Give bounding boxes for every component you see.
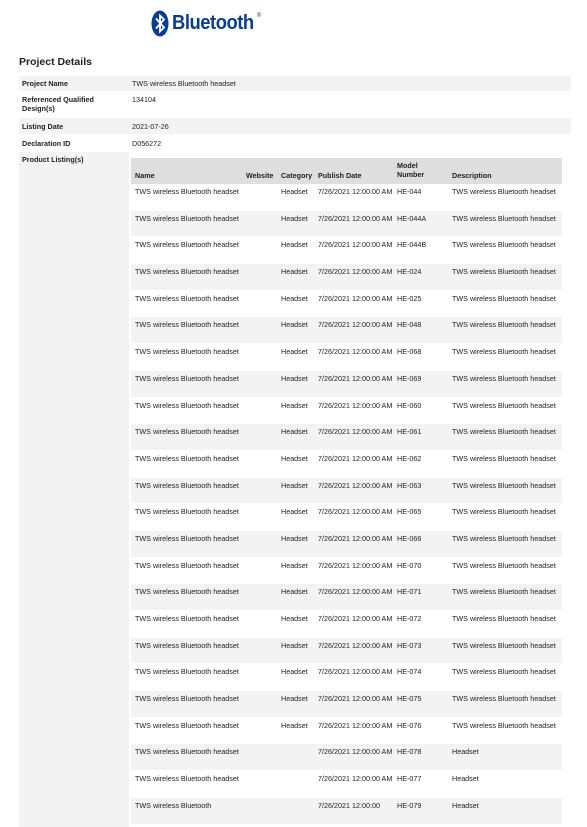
cell-model-number: HE-063 xyxy=(397,480,422,490)
cell-publish-date: 7/26/2021 12:00:00 AM xyxy=(318,720,393,730)
detail-value: TWS wireless Bluetooth headset xyxy=(132,79,236,88)
table-row xyxy=(131,744,562,771)
cell-model-number: HE-077 xyxy=(397,774,422,784)
cell-model-number: HE-069 xyxy=(397,373,422,383)
table-row xyxy=(131,371,562,398)
cell-model-number: HE-060 xyxy=(397,400,422,410)
cell-name: TWS wireless Bluetooth headset xyxy=(135,480,239,490)
cell-name: TWS wireless Bluetooth headset xyxy=(135,774,239,784)
cell-category: Headset xyxy=(281,587,308,597)
cell-publish-date: 7/26/2021 12:00:00 AM xyxy=(318,587,393,597)
cell-description: TWS wireless Bluetooth headset xyxy=(452,293,556,303)
cell-description: TWS wireless Bluetooth headset xyxy=(452,640,556,650)
table-body xyxy=(131,184,562,825)
cell-category: Headset xyxy=(281,213,308,223)
header-publish-date: Publish Date xyxy=(318,171,362,180)
logo-wordmark: Bluetooth xyxy=(172,11,254,34)
detail-value: 2021-07-26 xyxy=(132,122,169,131)
cell-publish-date: 7/26/2021 12:00:00 AM xyxy=(318,640,393,650)
cell-category: Headset xyxy=(281,480,308,490)
cell-model-number: HE-071 xyxy=(397,587,422,597)
cell-publish-date: 7/26/2021 12:00:00 AM xyxy=(318,320,393,330)
cell-description: TWS wireless Bluetooth headset xyxy=(452,240,556,250)
cell-category: Headset xyxy=(281,320,308,330)
cell-category: Headset xyxy=(281,187,308,196)
cell-description: TWS wireless Bluetooth headset xyxy=(452,320,556,330)
cell-category: Headset xyxy=(281,640,308,650)
cell-publish-date: 7/26/2021 12:00:00 AM xyxy=(318,480,393,490)
cell-name: TWS wireless Bluetooth headset xyxy=(135,293,239,303)
product-listings-label: Product Listing(s) xyxy=(22,155,84,164)
cell-publish-date: 7/26/2021 12:00:00 AM xyxy=(318,213,393,223)
cell-publish-date: 7/26/2021 12:00:00 AM xyxy=(318,560,393,570)
table-row xyxy=(131,451,562,478)
cell-name: TWS wireless Bluetooth headset xyxy=(135,240,239,250)
cell-model-number: HE-078 xyxy=(397,747,422,757)
cell-publish-date: 7/26/2021 12:00:00 AM xyxy=(318,187,393,196)
table-row xyxy=(131,184,562,211)
table-row xyxy=(131,771,562,798)
detail-row-listing-date xyxy=(19,118,571,134)
cell-category: Headset xyxy=(281,400,308,410)
cell-model-number: HE-066 xyxy=(397,533,422,543)
table-row xyxy=(131,291,562,318)
table-row xyxy=(131,344,562,371)
cell-description: Headset xyxy=(452,774,479,784)
table-row xyxy=(131,718,562,745)
cell-name: TWS wireless Bluetooth headset xyxy=(135,320,239,330)
cell-publish-date: 7/26/2021 12:00:00 AM xyxy=(318,533,393,543)
cell-model-number: HE-070 xyxy=(397,560,422,570)
cell-name: TWS wireless Bluetooth headset xyxy=(135,560,239,570)
cell-category: Headset xyxy=(281,427,308,437)
cell-name: TWS wireless Bluetooth headset xyxy=(135,587,239,597)
table-row xyxy=(131,531,562,558)
detail-value: D056272 xyxy=(132,139,162,148)
cell-description: TWS wireless Bluetooth headset xyxy=(452,533,556,543)
table-row xyxy=(131,211,562,238)
cell-description: TWS wireless Bluetooth headset xyxy=(452,667,556,677)
cell-description: TWS wireless Bluetooth headset xyxy=(452,453,556,463)
cell-description: Headset xyxy=(452,800,479,810)
cell-category: Headset xyxy=(281,560,308,570)
table-row xyxy=(131,264,562,291)
cell-publish-date: 7/26/2021 12:00:00 AM xyxy=(318,747,393,757)
cell-category: Headset xyxy=(281,614,308,623)
cell-name: TWS wireless Bluetooth headset xyxy=(135,533,239,543)
table-row xyxy=(131,504,562,531)
cell-model-number: HE-073 xyxy=(397,640,422,650)
cell-publish-date: 7/26/2021 12:00:00 AM xyxy=(318,694,393,704)
cell-model-number: HE-024 xyxy=(397,267,422,277)
table-row xyxy=(131,478,562,505)
cell-name: TWS wireless Bluetooth headset xyxy=(135,507,239,517)
detail-label: Referenced Qualified Design(s) xyxy=(22,95,94,113)
cell-category: Headset xyxy=(281,240,308,250)
cell-category: Headset xyxy=(281,507,308,517)
cell-description: TWS wireless Bluetooth headset xyxy=(452,373,556,383)
cell-name: TWS wireless Bluetooth headset xyxy=(135,347,239,357)
cell-name: TWS wireless Bluetooth headset xyxy=(135,667,239,677)
cell-publish-date: 7/26/2021 12:00:00 xyxy=(318,800,380,810)
cell-description: TWS wireless Bluetooth headset xyxy=(452,560,556,570)
cell-model-number: HE-048 xyxy=(397,320,422,330)
cell-name: TWS wireless Bluetooth headset xyxy=(135,640,239,650)
registered-mark: ® xyxy=(256,13,262,19)
cell-name: TWS wireless Bluetooth xyxy=(135,800,212,810)
table-row xyxy=(131,317,562,344)
cell-description: TWS wireless Bluetooth headset xyxy=(452,507,556,517)
header-name: Name xyxy=(135,171,155,180)
table-row xyxy=(131,691,562,718)
table-row xyxy=(131,638,562,665)
cell-publish-date: 7/26/2021 12:00:00 AM xyxy=(318,373,393,383)
cell-description: TWS wireless Bluetooth headset xyxy=(452,694,556,704)
bluetooth-logo xyxy=(151,9,261,37)
cell-name: TWS wireless Bluetooth headset xyxy=(135,453,239,463)
cell-publish-date: 7/26/2021 12:00:00 AM xyxy=(318,240,393,250)
cell-description: TWS wireless Bluetooth headset xyxy=(452,347,556,357)
header-model-number: Model Number xyxy=(397,161,425,179)
cell-model-number: HE-025 xyxy=(397,293,422,303)
cell-category: Headset xyxy=(281,694,308,704)
header-category: Category xyxy=(281,171,313,180)
cell-description: TWS wireless Bluetooth headset xyxy=(452,480,556,490)
table-row xyxy=(131,398,562,425)
detail-row-project-name xyxy=(19,76,571,91)
table-row xyxy=(131,798,562,825)
cell-publish-date: 7/26/2021 12:00:00 AM xyxy=(318,400,393,410)
cell-name: TWS wireless Bluetooth headset xyxy=(135,720,239,730)
cell-publish-date: 7/26/2021 12:00:00 AM xyxy=(318,427,393,437)
cell-publish-date: 7/26/2021 12:00:00 AM xyxy=(318,774,393,784)
cell-model-number: HE-076 xyxy=(397,720,422,730)
cell-name: TWS wireless Bluetooth headset xyxy=(135,187,239,196)
detail-row-declaration-id xyxy=(19,135,571,151)
table-row xyxy=(131,558,562,585)
cell-description: TWS wireless Bluetooth headset xyxy=(452,427,556,437)
detail-row-qualified-design xyxy=(19,92,571,116)
cell-category: Headset xyxy=(281,667,308,677)
cell-category: Headset xyxy=(281,347,308,357)
cell-publish-date: 7/26/2021 12:00:00 AM xyxy=(318,347,393,357)
product-listings-table xyxy=(131,158,562,825)
cell-description: TWS wireless Bluetooth headset xyxy=(452,213,556,223)
cell-publish-date: 7/26/2021 12:00:00 AM xyxy=(318,507,393,517)
cell-publish-date: 7/26/2021 12:00:00 AM xyxy=(318,267,393,277)
cell-model-number: HE-075 xyxy=(397,694,422,704)
detail-label: Project Name xyxy=(22,79,68,88)
cell-publish-date: 7/26/2021 12:00:00 AM xyxy=(318,614,393,623)
cell-publish-date: 7/26/2021 12:00:00 AM xyxy=(318,667,393,677)
cell-name: TWS wireless Bluetooth headset xyxy=(135,427,239,437)
cell-model-number: HE-044B xyxy=(397,240,427,250)
cell-category: Headset xyxy=(281,267,308,277)
cell-category: Headset xyxy=(281,533,308,543)
table-row xyxy=(131,237,562,264)
cell-model-number: HE-068 xyxy=(397,347,422,357)
cell-model-number: HE-062 xyxy=(397,453,422,463)
cell-name: TWS wireless Bluetooth headset xyxy=(135,400,239,410)
table-row xyxy=(131,664,562,691)
cell-name: TWS wireless Bluetooth headset xyxy=(135,373,239,383)
cell-model-number: HE-044 xyxy=(397,187,422,196)
cell-name: TWS wireless Bluetooth headset xyxy=(135,614,239,623)
cell-category: Headset xyxy=(281,453,308,463)
section-title: Project Details xyxy=(19,56,92,68)
cell-publish-date: 7/26/2021 12:00:00 AM xyxy=(318,453,393,463)
table-row xyxy=(131,584,562,611)
cell-name: TWS wireless Bluetooth headset xyxy=(135,747,239,757)
detail-label: Declaration ID xyxy=(22,139,71,148)
cell-model-number: HE-061 xyxy=(397,427,422,437)
cell-description: TWS wireless Bluetooth headset xyxy=(452,720,556,730)
cell-model-number: HE-072 xyxy=(397,614,422,623)
cell-description: TWS wireless Bluetooth headset xyxy=(452,587,556,597)
cell-model-number: HE-044A xyxy=(397,213,427,223)
cell-category: Headset xyxy=(281,720,308,730)
cell-category: Headset xyxy=(281,373,308,383)
table-row xyxy=(131,424,562,451)
cell-name: TWS wireless Bluetooth headset xyxy=(135,694,239,704)
cell-description: TWS wireless Bluetooth headset xyxy=(452,187,556,196)
cell-description: TWS wireless Bluetooth headset xyxy=(452,614,556,623)
cell-description: Headset xyxy=(452,747,479,757)
table-header xyxy=(131,158,562,184)
cell-model-number: HE-079 xyxy=(397,800,422,810)
detail-value: 134104 xyxy=(132,95,156,104)
cell-publish-date: 7/26/2021 12:00:00 AM xyxy=(318,293,393,303)
cell-model-number: HE-074 xyxy=(397,667,422,677)
product-listings-label-column xyxy=(19,152,129,827)
table-row xyxy=(131,611,562,638)
bluetooth-icon xyxy=(151,10,169,37)
cell-description: TWS wireless Bluetooth headset xyxy=(452,400,556,410)
header-website: Website xyxy=(246,171,274,180)
cell-model-number: HE-065 xyxy=(397,507,422,517)
cell-name: TWS wireless Bluetooth headset xyxy=(135,213,239,223)
header-description: Description xyxy=(452,171,492,180)
detail-label: Listing Date xyxy=(22,122,64,131)
cell-description: TWS wireless Bluetooth headset xyxy=(452,267,556,277)
cell-name: TWS wireless Bluetooth headset xyxy=(135,267,239,277)
cell-category: Headset xyxy=(281,293,308,303)
